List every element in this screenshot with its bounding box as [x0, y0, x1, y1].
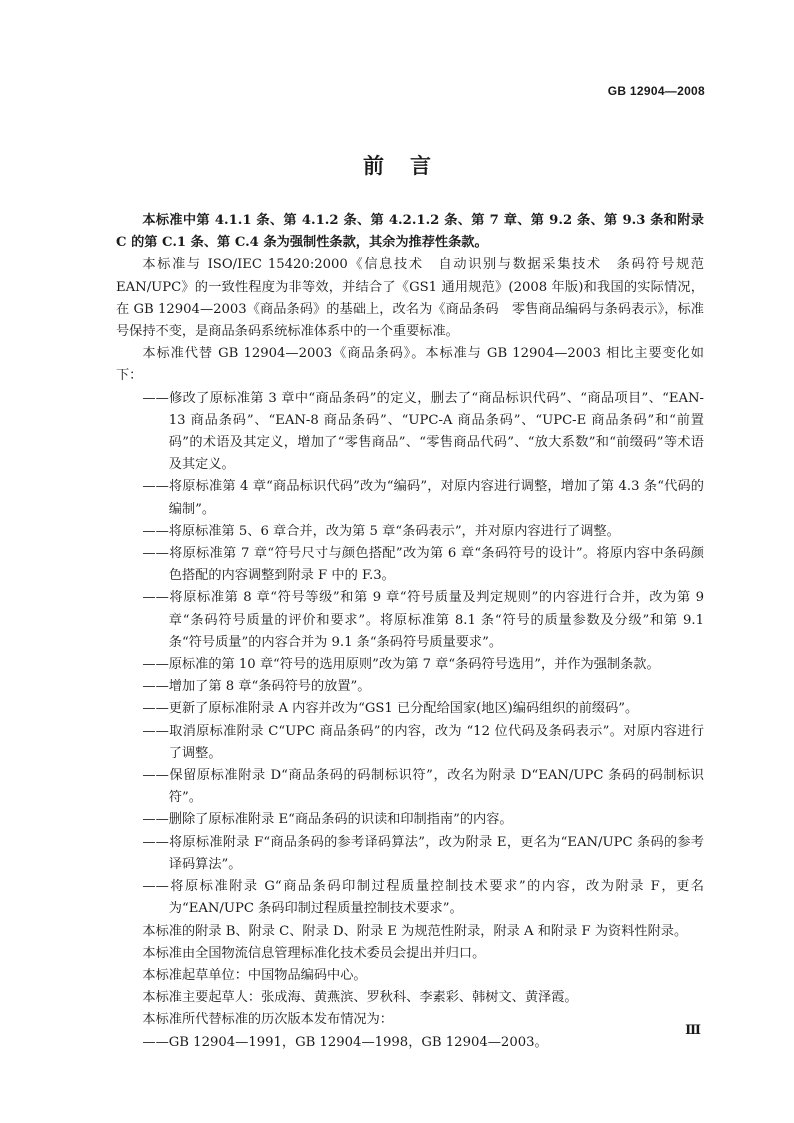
change-item: ——将原标准第 4 章“商品标识代码”改为“编码”，对原内容进行调整，增加了第 4.3 条“代码的编制”。 [142, 479, 704, 517]
history-item: ——GB 12904—1991，GB 12904—1998，GB 12904—2003。 [142, 1034, 548, 1050]
consistency-paragraph: 本标准与 ISO/IEC 15420:2000《信息技术 自动识别与数据采集技术 条码符号规范 EAN/UPC》的一致性程度为非等效，并结合了《GS1 通用规范》(2008 年版)和我国的实际情况，在 GB 12904—2003《商品条码》的基础上，改名为《商品条码 零售商品编码与条码表示》，标准号保持不变，是商品条码系统标准体系中的一个重要标准。 [116, 257, 718, 340]
appendix-paragraph: 本标准的附录 B、附录 C、附录 D、附录 E 为规范性附录，附录 A 和附录 F 为资料性附录。 [142, 923, 688, 939]
change-item: ——修改了原标准第 3 章中“商品条码”的定义，删去了“商品标识代码”、“商品项目”、“EAN-13 商品条码”、“EAN-8 商品条码”、“UPC-A 商品条码”、“UPC-E 商品条码”和“前置码”的术语及其定义，增加了“零售商品”、“零售商品代码”、“放大系数”和“前缀码”等术语及其定义。 [142, 390, 704, 473]
standard-code-header: GB 12904—2008 [607, 84, 705, 98]
page-title: 前言 [363, 154, 457, 178]
replacement-paragraph: 本标准代替 GB 12904—2003《商品条码》。本标准与 GB 12904—2003 相比主要变化如下： [116, 346, 704, 384]
drafting-unit-paragraph: 本标准起草单位：中国物品编码中心。 [142, 967, 367, 983]
change-item: ——保留原标准附录 D“商品条码的码制标识符”，改名为附录 D“EAN/UPC 条码的码制标识符”。 [142, 768, 704, 806]
history-paragraph: 本标准所代替标准的历次版本发布情况为： [142, 1012, 393, 1028]
change-item: ——将原标准第 5、6 章合并，改为第 5 章“条码表示”，并对原内容进行了调整。 [142, 523, 620, 539]
drafters-paragraph: 本标准主要起草人：张成海、黄燕滨、罗秋科、李素彩、韩树文、黄泽霞。 [142, 990, 578, 1006]
change-item: ——删除了原标准附录 E“商品条码的识读和印制指南”的内容。 [142, 812, 513, 828]
change-item: ——原标准的第 10 章“符号的选用原则”改为第 7 章“条码符号选用”，并作为强制条款。 [142, 657, 660, 673]
committee-paragraph: 本标准由全国物流信息管理标准化技术委员会提出并归口。 [142, 945, 486, 961]
page-number: Ⅲ [685, 1023, 701, 1038]
change-item: ——将原标准附录 G“商品条码印制过程质量控制技术要求”的内容，改为附录 F，更名为“EAN/UPC 条码印制过程质量控制技术要求”。 [142, 879, 704, 917]
change-item: ——增加了第 8 章“条码符号的放置”。 [142, 679, 371, 695]
change-item: ——将原标准附录 F“商品条码的参考译码算法”，改为附录 E，更名为“EAN/UPC 条码的参考译码算法”。 [142, 834, 704, 872]
change-item: ——取消原标准附录 C“UPC 商品条码”的内容，改为 “12 位代码及条码表示”。对原内容进行了调整。 [142, 723, 704, 761]
change-item: ——更新了原标准附录 A 内容并改为“GS1 已分配给国家(地区)编码组织的前缀码”。 [142, 701, 639, 717]
foreword-body [116, 210, 718, 1054]
mandatory-clause-paragraph: 本标准中第 4.1.1 条、第 4.1.2 条、第 4.2.1.2 条、第 7 章、第 9.2 条、第 9.3 条和附录 C 的第 C.1 条、第 C.4 条为强制性条款，其余为推荐性条款。 [116, 213, 704, 251]
change-item: ——将原标准第 7 章“符号尺寸与颜色搭配”改为第 6 章“条码符号的设计”。将原内容中条码颜色搭配的内容调整到附录 F 中的 F.3。 [142, 546, 704, 584]
change-item: ——将原标准第 8 章“符号等级”和第 9 章“符号质量及判定规则”的内容进行合并，改为第 9 章“条码符号质量的评价和要求”。将原标准第 8.1 条“符号的质量参数及分级”和第 9.1 条“符号质量”的内容合并为 9.1 条“条码符号质量要求”。 [142, 590, 704, 650]
